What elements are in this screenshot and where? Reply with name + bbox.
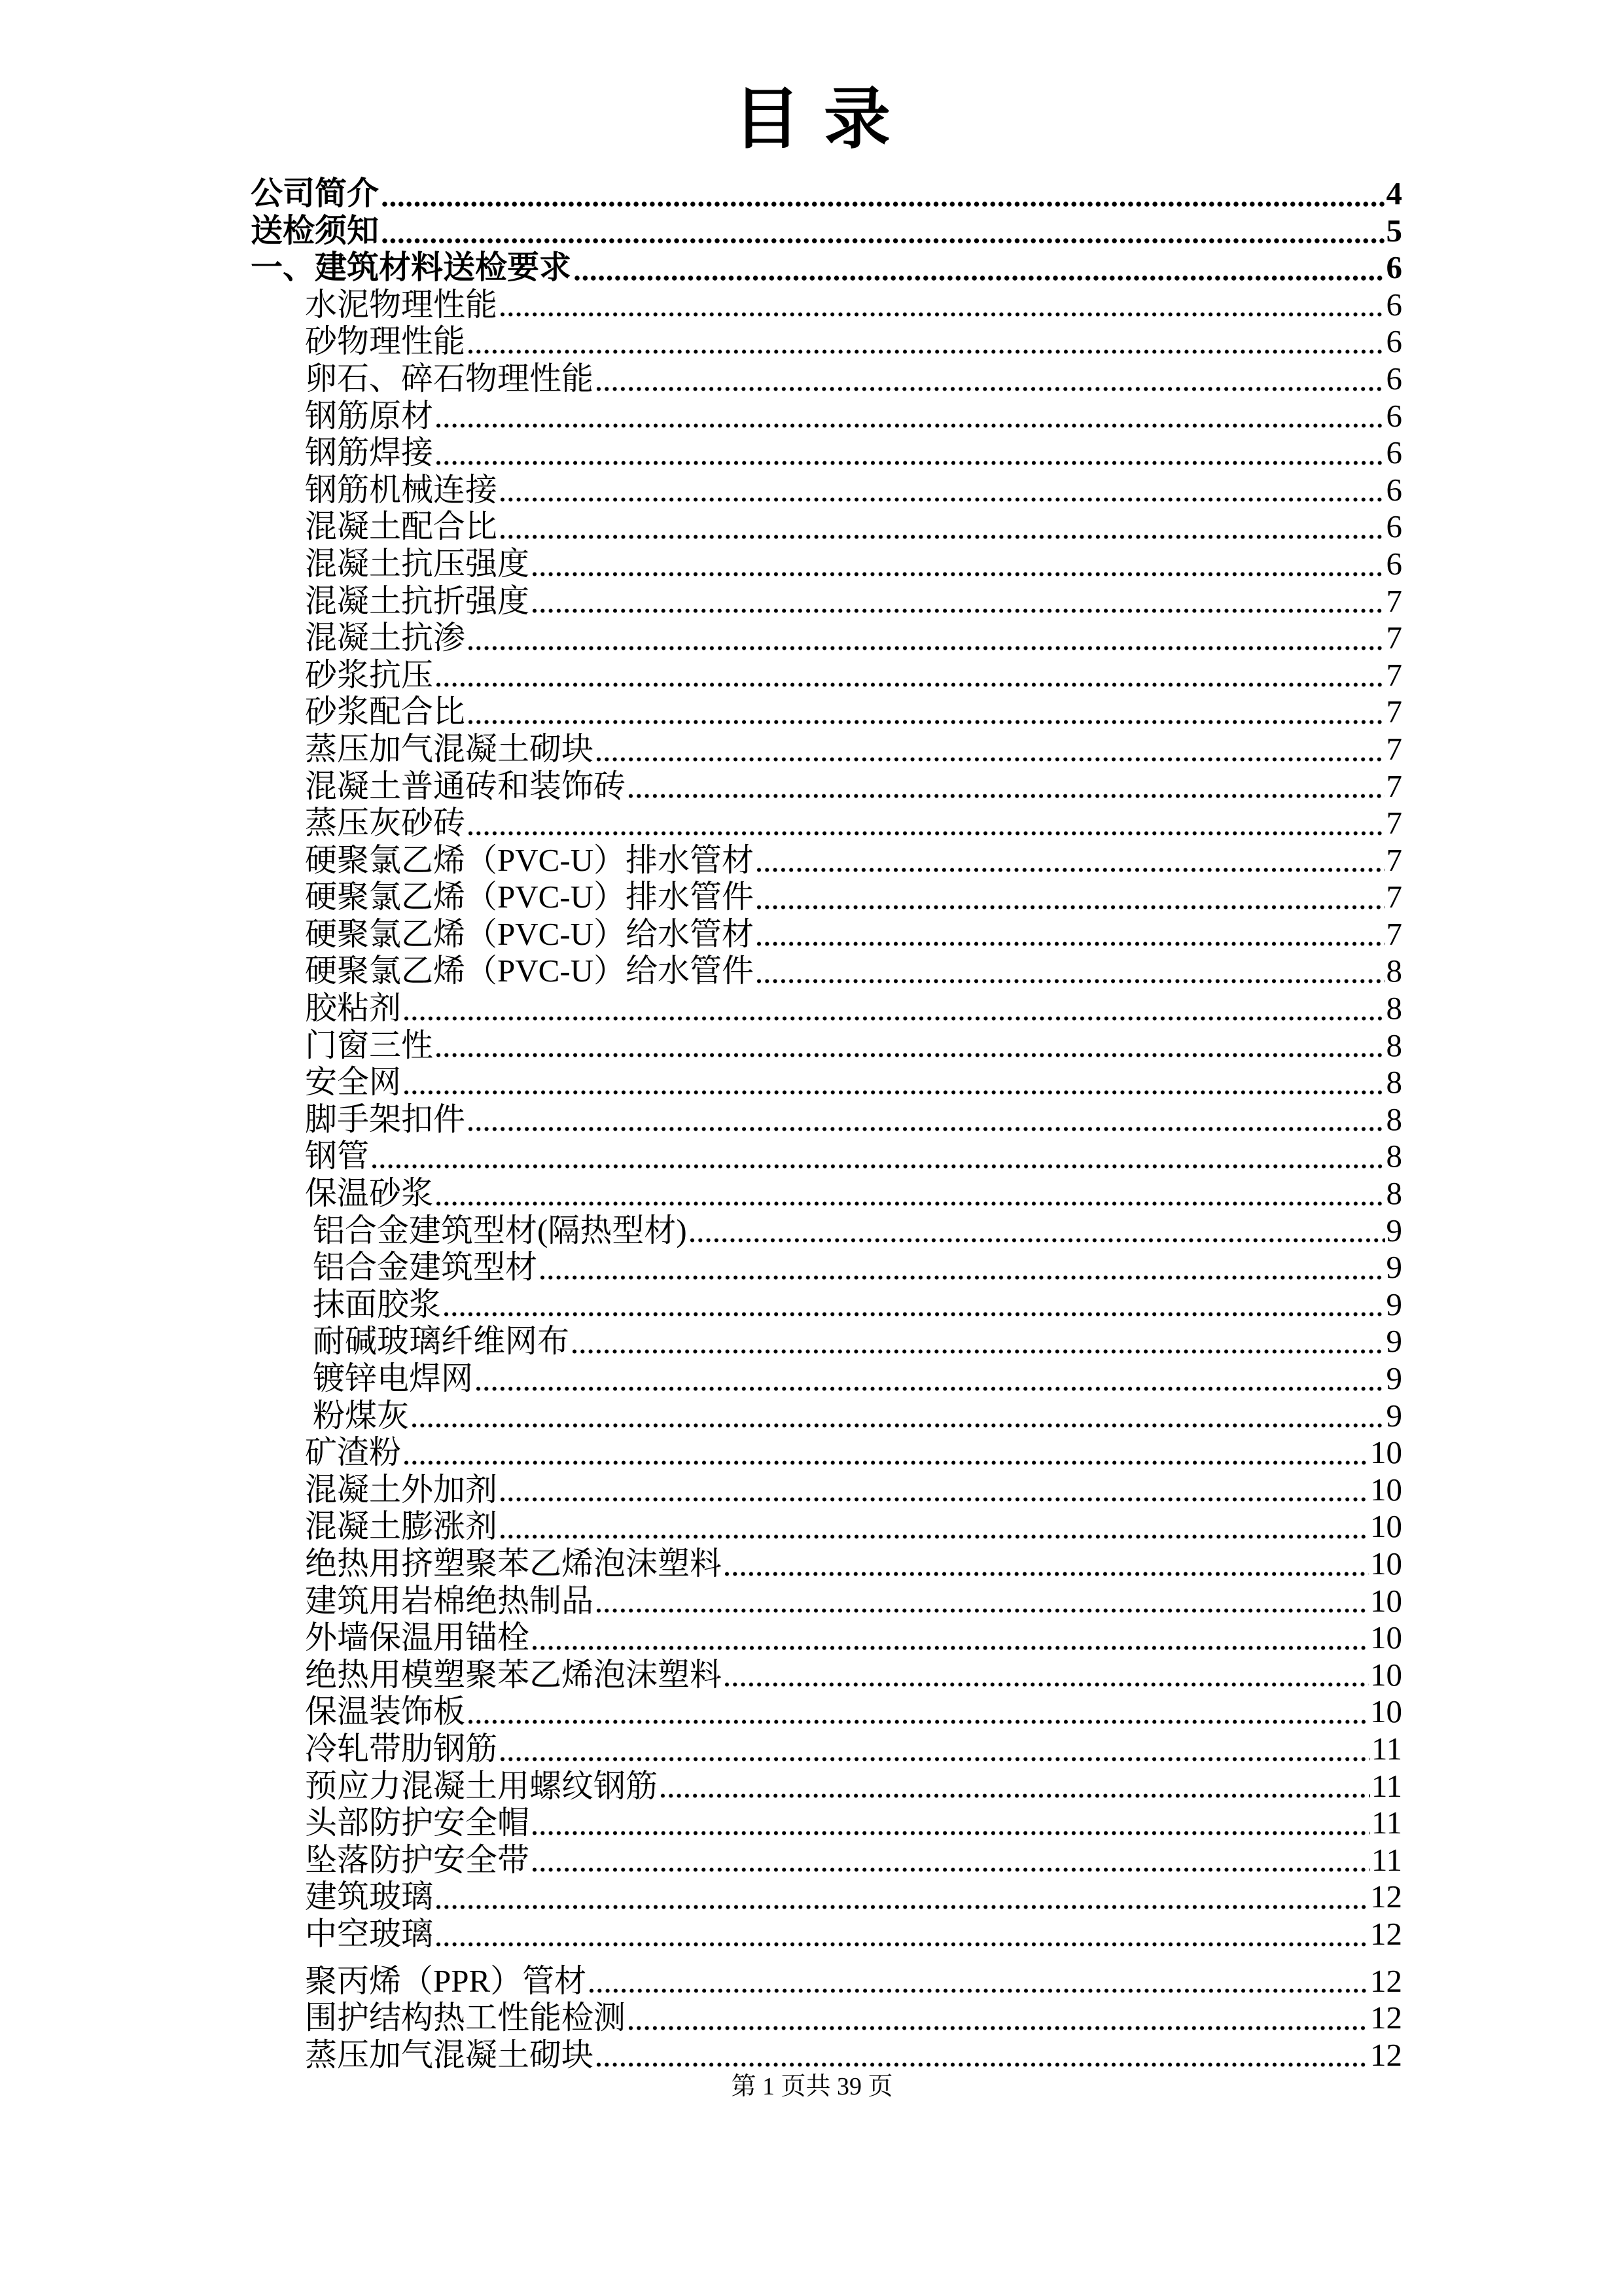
- toc-entry-label: 混凝土普通砖和装饰砖: [305, 768, 626, 804]
- toc-row: [251, 1731, 1402, 1768]
- toc-entry-label: 脚手架扣件: [305, 1101, 466, 1137]
- toc-entry-label: 建筑玻璃: [305, 1879, 434, 1915]
- dot-leader: [595, 2062, 1369, 2068]
- dot-leader: [435, 1201, 1385, 1207]
- toc-entry-label: 混凝土抗渗: [305, 620, 466, 656]
- toc-page-number: 9: [1386, 1360, 1402, 1396]
- toc-entry-label: 混凝土配合比: [305, 508, 498, 545]
- dot-leader: [724, 1571, 1369, 1577]
- toc-page-number: 10: [1370, 1693, 1402, 1730]
- toc-row: [251, 1916, 1402, 1953]
- toc-entry-label: 卵石、碎石物理性能: [305, 360, 594, 397]
- dot-leader: [595, 386, 1385, 392]
- toc-entry-label: 蒸压加气混凝土砌块: [305, 2036, 594, 2073]
- dot-leader: [531, 571, 1385, 577]
- toc-entry-label: 一、建筑材料送检要求: [251, 249, 572, 286]
- toc-entry-label: 聚丙烯（PPR）管材: [305, 1962, 587, 1999]
- dot-leader: [756, 904, 1385, 910]
- dot-leader: [531, 608, 1385, 614]
- toc-row: [251, 1879, 1402, 1916]
- toc-entry-label: 硬聚氯乙烯（PVC-U）排水管件: [305, 879, 754, 915]
- toc-entry-label: 耐碱玻璃纤维网布: [313, 1323, 570, 1360]
- dot-leader: [531, 1830, 1370, 1836]
- toc-entry-label: 保温砂浆: [305, 1175, 434, 1212]
- toc-page-number: 11: [1371, 1805, 1402, 1841]
- toc-row: [251, 620, 1402, 657]
- toc-entry-label: 铝合金建筑型材: [313, 1249, 538, 1286]
- toc-page-number: 6: [1386, 545, 1402, 582]
- dot-leader: [467, 645, 1385, 651]
- dot-leader: [573, 275, 1385, 281]
- toc-row: [251, 434, 1402, 472]
- toc-entry-label: 公司简介: [251, 175, 380, 211]
- toc-page-number: 7: [1386, 805, 1402, 841]
- toc-page-number: 10: [1370, 1508, 1402, 1545]
- toc-row: [251, 583, 1402, 620]
- toc-page-number: 11: [1371, 1841, 1402, 1878]
- dot-leader: [381, 201, 1385, 207]
- toc-list: [251, 175, 1402, 2074]
- toc-page-number: 12: [1370, 1915, 1402, 1952]
- toc-entry-label: 钢筋机械连接: [305, 471, 498, 508]
- toc-row: [251, 1508, 1402, 1545]
- toc-row: [251, 805, 1402, 842]
- toc-entry-label: 中空玻璃: [305, 1915, 434, 1952]
- toc-entry-label: 硬聚氯乙烯（PVC-U）给水管材: [305, 915, 754, 952]
- toc-entry-label: 钢筋原材: [305, 397, 434, 434]
- toc-page-number: 11: [1371, 1767, 1402, 1804]
- toc-page-number: 8: [1386, 1027, 1402, 1063]
- dot-leader: [689, 1237, 1385, 1243]
- toc-page-number: 12: [1370, 1962, 1402, 1999]
- toc-row: [251, 842, 1402, 879]
- dot-leader: [435, 1904, 1369, 1910]
- toc-row: [251, 1027, 1402, 1065]
- dot-leader: [724, 1682, 1369, 1687]
- toc-row: [251, 1175, 1402, 1212]
- toc-entry-label: 头部防护安全帽: [305, 1805, 530, 1841]
- toc-row: [251, 508, 1402, 546]
- dot-leader: [411, 1422, 1385, 1428]
- toc-entry-label: 蒸压加气混凝土砌块: [305, 730, 594, 767]
- toc-row: [251, 1064, 1402, 1101]
- toc-row: [251, 398, 1402, 435]
- toc-page-number: 9: [1386, 1212, 1402, 1248]
- toc-row: [251, 1545, 1402, 1583]
- dot-leader: [381, 238, 1385, 244]
- toc-row: [251, 731, 1402, 768]
- dot-leader: [756, 941, 1385, 947]
- toc-row: [251, 361, 1402, 398]
- dot-leader: [435, 460, 1385, 466]
- dot-leader: [371, 1163, 1385, 1169]
- toc-page-number: 6: [1386, 286, 1402, 323]
- dot-leader: [756, 867, 1385, 873]
- toc-page-number: 8: [1386, 953, 1402, 989]
- toc-row: [251, 1286, 1402, 1324]
- toc-page-number: 10: [1370, 1434, 1402, 1471]
- toc-page-number: 7: [1386, 768, 1402, 804]
- toc-row: [251, 768, 1402, 805]
- toc-row: [251, 472, 1402, 509]
- dot-leader: [499, 311, 1385, 317]
- toc-entry-label: 门窗三性: [305, 1027, 434, 1063]
- page-title: 目录: [733, 83, 914, 157]
- toc-page-number: 5: [1386, 212, 1402, 249]
- toc-page-number: 10: [1370, 1656, 1402, 1693]
- toc-entry-label: 钢筋焊接: [305, 434, 434, 471]
- toc-page-number: 6: [1386, 508, 1402, 545]
- toc-row: [251, 1805, 1402, 1842]
- toc-page-number: 12: [1370, 2000, 1402, 2036]
- toc-entry-label: 坠落防护安全带: [305, 1841, 530, 1878]
- toc-page-number: 8: [1386, 990, 1402, 1027]
- dot-leader: [403, 1016, 1385, 1021]
- toc-row: [251, 249, 1402, 287]
- toc-entry-label: 矿渣粉: [305, 1434, 402, 1471]
- toc-row: [251, 1472, 1402, 1509]
- toc-page-number: 12: [1370, 2036, 1402, 2073]
- toc-page-number: 9: [1386, 1397, 1402, 1434]
- dot-leader: [571, 1349, 1385, 1354]
- dot-leader: [403, 1089, 1385, 1095]
- toc-entry-label: 硬聚氯乙烯（PVC-U）排水管材: [305, 841, 754, 878]
- toc-row: [251, 1138, 1402, 1175]
- toc-page-number: 9: [1386, 1286, 1402, 1322]
- toc-page-number: 7: [1386, 656, 1402, 693]
- toc-row: [251, 175, 1402, 213]
- toc-row: [251, 1398, 1402, 1435]
- dot-leader: [435, 1052, 1385, 1058]
- dot-leader: [443, 1311, 1385, 1317]
- dot-leader: [435, 423, 1385, 429]
- dot-leader: [467, 830, 1385, 836]
- toc-page-number: 8: [1386, 1101, 1402, 1137]
- toc-page-number: 6: [1386, 249, 1402, 286]
- toc-row: [251, 1101, 1402, 1139]
- dot-leader: [588, 1988, 1369, 1994]
- dot-leader: [467, 1719, 1369, 1725]
- dot-leader: [531, 1867, 1370, 1873]
- toc-entry-label: 保温装饰板: [305, 1693, 466, 1730]
- toc-entry-label: 硬聚氯乙烯（PVC-U）给水管件: [305, 953, 754, 989]
- toc-page-number: 8: [1386, 1138, 1402, 1174]
- toc-entry-label: 水泥物理性能: [305, 286, 498, 323]
- toc-page-number: 9: [1386, 1323, 1402, 1360]
- dot-leader: [499, 1534, 1369, 1540]
- toc-page-number: 11: [1371, 1730, 1402, 1767]
- toc-entry-label: 送检须知: [251, 212, 380, 249]
- toc-page-number: 7: [1386, 841, 1402, 878]
- toc-page-number: 7: [1386, 915, 1402, 952]
- dot-leader: [660, 1793, 1370, 1799]
- toc-entry-label: 外墙保温用锚栓: [305, 1619, 530, 1656]
- toc-page-number: 6: [1386, 397, 1402, 434]
- toc-page-number: 9: [1386, 1249, 1402, 1286]
- toc-row: [251, 1323, 1402, 1360]
- dot-leader: [595, 756, 1385, 762]
- toc-entry-label: 围护结构热工性能检测: [305, 2000, 626, 2036]
- toc-row: [251, 694, 1402, 731]
- dot-leader: [539, 1275, 1385, 1280]
- toc-entry-label: 绝热用挤塑聚苯乙烯泡沫塑料: [305, 1545, 722, 1581]
- dot-leader: [467, 719, 1385, 725]
- dot-leader: [627, 2025, 1369, 2031]
- toc-entry-label: 胶粘剂: [305, 990, 402, 1027]
- toc-row: [251, 1360, 1402, 1398]
- toc-page-number: 4: [1386, 175, 1402, 211]
- toc-row: [251, 1212, 1402, 1250]
- toc-page-number: 6: [1386, 434, 1402, 471]
- toc-page-number: 6: [1386, 360, 1402, 397]
- toc-page-number: 10: [1370, 1545, 1402, 1581]
- toc-row: [251, 1583, 1402, 1620]
- toc-page-number: 10: [1370, 1582, 1402, 1619]
- toc-page-number: 8: [1386, 1064, 1402, 1101]
- toc-entry-label: 抹面胶浆: [313, 1286, 442, 1322]
- toc-page-number: 8: [1386, 1175, 1402, 1212]
- toc-entry-label: 预应力混凝土用螺纹钢筋: [305, 1767, 658, 1804]
- toc-entry-label: 冷轧带肋钢筋: [305, 1730, 498, 1767]
- dot-leader: [531, 1645, 1369, 1651]
- toc-row: [251, 1434, 1402, 1472]
- toc-page-number: 12: [1370, 1879, 1402, 1915]
- toc-entry-label: 混凝土抗压强度: [305, 545, 530, 582]
- dot-leader: [499, 534, 1385, 540]
- toc-page-number: 10: [1370, 1471, 1402, 1508]
- toc-row: [251, 990, 1402, 1027]
- page-footer: 第 1 页共 39 页: [731, 2073, 893, 2100]
- toc-row: [251, 213, 1402, 250]
- toc-row: [251, 657, 1402, 694]
- toc-entry-label: 铝合金建筑型材(隔热型材): [313, 1212, 687, 1248]
- dot-leader: [435, 682, 1385, 688]
- dot-leader: [467, 349, 1385, 355]
- toc-entry-label: 砂浆配合比: [305, 694, 466, 730]
- dot-leader: [499, 497, 1385, 503]
- toc-entry-label: 混凝土膨涨剂: [305, 1508, 498, 1545]
- toc-entry-label: 粉煤灰: [313, 1397, 410, 1434]
- toc-entry-label: 安全网: [305, 1064, 402, 1101]
- toc-row: [251, 546, 1402, 583]
- dot-leader: [475, 1386, 1385, 1392]
- toc-page-number: 7: [1386, 879, 1402, 915]
- dot-leader: [595, 1608, 1369, 1614]
- toc-entry-label: 钢管: [305, 1138, 370, 1174]
- toc-page-number: 10: [1370, 1619, 1402, 1656]
- toc-row: [251, 916, 1402, 953]
- toc-row: [251, 953, 1402, 990]
- toc-page-number: 7: [1386, 620, 1402, 656]
- toc-entry-label: 混凝土外加剂: [305, 1471, 498, 1508]
- toc-row: [251, 2037, 1402, 2074]
- toc-row: [251, 1693, 1402, 1731]
- toc-page-number: 7: [1386, 730, 1402, 767]
- toc-entry-label: 混凝土抗折强度: [305, 582, 530, 619]
- toc-entry-label: 建筑用岩棉绝热制品: [305, 1582, 594, 1619]
- dot-leader: [627, 793, 1385, 799]
- toc-page-number: 6: [1386, 471, 1402, 508]
- toc-row: [251, 1619, 1402, 1657]
- toc-row: [251, 1963, 1402, 2000]
- toc-entry-label: 镀锌电焊网: [313, 1360, 474, 1396]
- dot-leader: [499, 1496, 1369, 1502]
- dot-leader: [435, 1941, 1369, 1947]
- toc-page-number: 6: [1386, 323, 1402, 360]
- toc-page-number: 7: [1386, 694, 1402, 730]
- toc-row: [251, 323, 1402, 361]
- toc-row: [251, 1768, 1402, 1805]
- dot-leader: [467, 1126, 1385, 1132]
- dot-leader: [499, 1756, 1370, 1762]
- toc-row: [251, 287, 1402, 324]
- dot-leader: [756, 978, 1385, 984]
- toc-page-number: 7: [1386, 582, 1402, 619]
- toc-entry-label: 砂浆抗压: [305, 656, 434, 693]
- toc-row: [251, 1842, 1402, 1879]
- toc-entry-label: 绝热用模塑聚苯乙烯泡沫塑料: [305, 1656, 722, 1693]
- toc-row: [251, 879, 1402, 916]
- toc-row: [251, 1249, 1402, 1286]
- toc-entry-label: 砂物理性能: [305, 323, 466, 360]
- dot-leader: [403, 1460, 1369, 1466]
- toc-row: [251, 2000, 1402, 2037]
- toc-entry-label: 蒸压灰砂砖: [305, 805, 466, 841]
- toc-row: [251, 1657, 1402, 1694]
